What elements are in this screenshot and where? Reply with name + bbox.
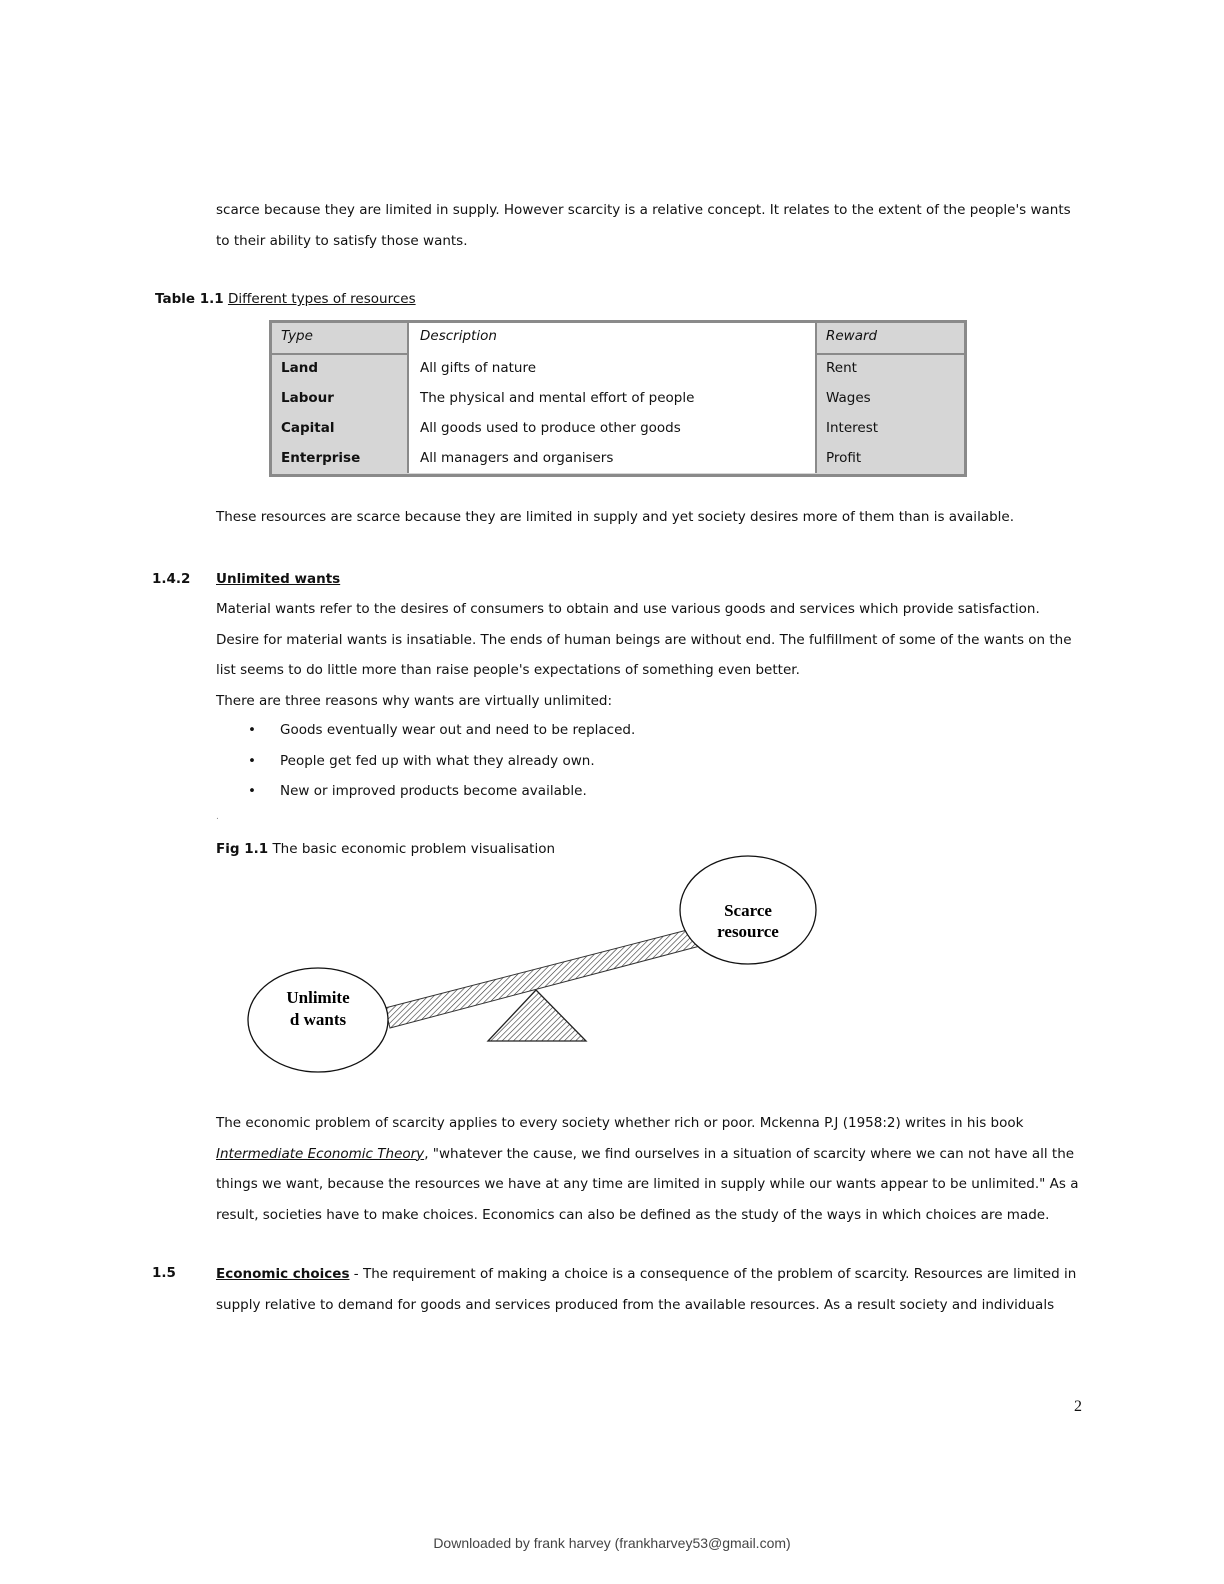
table-cell-description: All goods used to produce other goods: [407, 413, 817, 443]
section-142-paragraph: [216, 594, 1086, 716]
table-caption-text: Different types of resources: [227, 291, 416, 307]
stray-mark: .: [216, 812, 219, 822]
page-number: 2: [1074, 1398, 1082, 1415]
table-caption: [155, 291, 416, 307]
problem-line-4: result, societies have to make choices. Economics can also be defined as the study of the ways in which choices are made.: [216, 1206, 1050, 1223]
table-cell-type: Land: [281, 360, 318, 376]
figure-caption-text: The basic economic problem visualisation: [272, 841, 556, 857]
table-header-type: Type: [281, 328, 313, 344]
problem-paragraph: [216, 1108, 1086, 1230]
list-item-text: New or improved products become available.: [280, 783, 587, 799]
table-row: [272, 383, 964, 413]
figure-caption-label: Fig 1.1: [216, 841, 269, 857]
table-cell-description: The physical and mental effort of people: [407, 383, 817, 413]
reasons-list: [248, 715, 635, 807]
section-15-paragraph: [216, 1259, 1086, 1320]
section-142-number: 1.4.2: [152, 571, 191, 587]
section-15-line-1: [216, 1259, 1086, 1290]
problem-line-1: The economic problem of scarcity applies to every society whether rich or poor. Mckenna P.J (1958:2) writes in his book: [216, 1115, 1024, 1131]
resources-table: [269, 320, 967, 477]
right-circle-line-1: Scarce: [724, 901, 772, 920]
problem-line-3: things we want, because the resources we have at any time are limited in supply while our wants appear to be unlimited." As a: [216, 1176, 1079, 1192]
book-title: Intermediate Economic Theory: [216, 1145, 425, 1162]
list-item-text: Goods eventually wear out and need to be replaced.: [280, 722, 636, 738]
section-142-line-3: list seems to do little more than raise people's expectations of something even better.: [216, 662, 800, 678]
section-15-line-1-rest: - The requirement of making a choice is a consequence of the problem of scarcity. Resources are limited in: [349, 1266, 1077, 1282]
table-cell-type: Labour: [281, 390, 334, 406]
table-cell-reward: Rent: [826, 360, 857, 376]
section-142-line-1: Material wants refer to the desires of consumers to obtain and use various goods and services which provide satisfaction.: [216, 601, 1040, 617]
section-15-number: 1.5: [152, 1265, 176, 1281]
table-row: [272, 413, 964, 443]
table-header-reward: Reward: [826, 328, 878, 344]
bullet-icon: •: [248, 783, 256, 799]
list-item: [248, 715, 635, 746]
intro-line-2: to their ability to satisfy those wants.: [216, 232, 468, 249]
seesaw-diagram: [240, 850, 830, 1080]
intro-paragraph: [216, 195, 1086, 256]
table-header-description: Description: [407, 323, 817, 353]
table-cell-description: All managers and organisers: [407, 443, 817, 473]
section-15-title: Economic choices: [216, 1266, 350, 1282]
section-15-line-2: supply relative to demand for goods and services produced from the available resources. As a result society and individuals: [216, 1296, 1055, 1313]
list-item-text: People get fed up with what they already own.: [280, 752, 595, 769]
bullet-icon: •: [248, 752, 256, 769]
table-row: [272, 443, 964, 473]
table-header-row: [272, 323, 964, 355]
left-circle-line-1: Unlimite: [286, 988, 350, 1007]
table-cell-description: All gifts of nature: [407, 353, 817, 383]
reasons-intro: There are three reasons why wants are virtually unlimited:: [216, 692, 613, 709]
table-cell-reward: Wages: [826, 390, 871, 406]
left-circle-line-2: d wants: [289, 1010, 347, 1029]
after-table-text: These resources are scarce because they are limited in supply and yet society desires more of them than is available.: [216, 509, 1015, 525]
problem-line-2: [216, 1139, 1086, 1170]
table-cell-type: Capital: [281, 420, 335, 436]
download-footer: Downloaded by frank harvey (frankharvey53@gmail.com): [433, 1535, 791, 1551]
intro-line-1: scarce because they are limited in supply. However scarcity is a relative concept. It relates to the extent of the people's wants: [216, 202, 1071, 218]
list-item: [248, 746, 635, 777]
table-cell-reward: Profit: [826, 450, 862, 466]
bullet-icon: •: [248, 722, 256, 738]
table-caption-label: Table 1.1: [155, 291, 224, 307]
list-item: [248, 776, 635, 807]
section-142-line-2: Desire for material wants is insatiable. The ends of human beings are without end. The fulfillment of some of the wants on the: [216, 631, 1072, 648]
table-row: [272, 353, 964, 383]
right-circle-line-2: resource: [717, 922, 779, 941]
section-142-title: Unlimited wants: [216, 571, 341, 587]
problem-line-2-rest: , "whatever the cause, we find ourselves in a situation of scarcity where we can not have all the: [424, 1145, 1075, 1162]
table-cell-type: Enterprise: [281, 450, 361, 466]
table-cell-reward: Interest: [826, 420, 879, 436]
